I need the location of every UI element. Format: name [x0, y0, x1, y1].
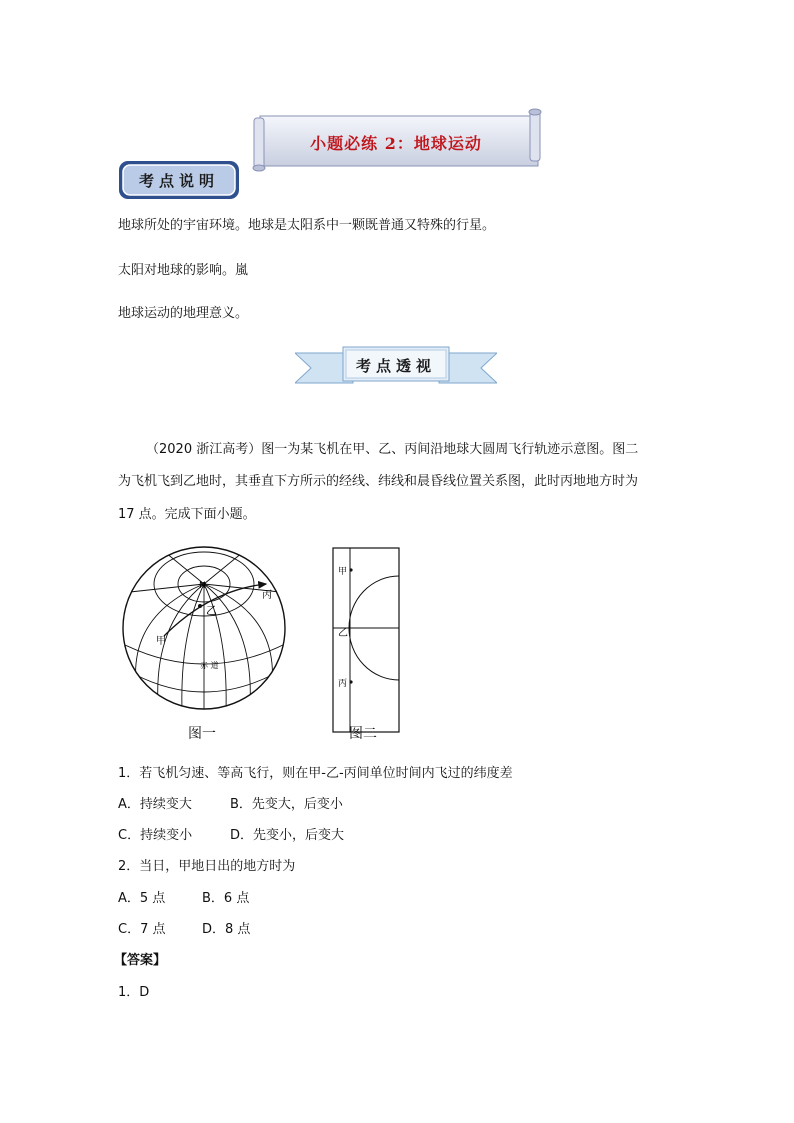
- passage-line-2: 为飞机飞到乙地时，其垂直下方所示的经线、纬线和晨昏线位置关系图，此时丙地地方时为: [118, 474, 639, 489]
- figure-2-diagram: [330, 546, 410, 736]
- label-yi: 乙: [206, 604, 217, 617]
- badge-kaodian-toushi: [295, 345, 497, 387]
- intro-line-2-text: 太阳对地球的影响。: [118, 263, 236, 278]
- fig2-label-jia: 甲: [338, 567, 348, 577]
- passage-line-1: （2020 浙江高考）图一为某飞机在甲、乙、丙间沿地球大圆周飞行轨迹示意图。图二: [146, 442, 639, 457]
- question-2-stem: 2．当日，甲地日出的地方时为: [118, 859, 296, 874]
- ribbon-label: 考点透视: [355, 357, 436, 375]
- fig2-label-bing: 丙: [338, 679, 348, 689]
- figure-1-caption: 图一: [188, 726, 216, 742]
- answer-1: 1．D: [118, 985, 150, 1000]
- figure-1-globe: [120, 544, 288, 712]
- intro-line-1: 地球所处的宇宙环境。地球是太阳系中一颗既普通又特殊的行星。: [118, 218, 496, 233]
- intro-line-3: 地球运动的地理意义。: [118, 306, 249, 321]
- fig2-label-yi: 乙: [338, 628, 348, 639]
- figure-2-caption: 图二: [349, 726, 377, 742]
- label-equator: 赤 道: [200, 661, 219, 670]
- label-n: N: [199, 581, 206, 591]
- intro-line-2: [118, 256, 248, 285]
- question-1-option-d: D．先变小，后变大: [230, 828, 345, 843]
- page-title: 小题必练 2：地球运动: [310, 134, 482, 153]
- badge-kaodian-shuoming: [118, 160, 240, 200]
- question-2-option-d: D．8 点: [202, 922, 251, 937]
- question-2-option-b: B．6 点: [202, 891, 250, 906]
- label-jia: 甲: [156, 636, 166, 647]
- badge-label: 考点说明: [138, 172, 219, 190]
- label-bing: 丙: [262, 590, 272, 601]
- question-2-option-a: A．5 点: [118, 891, 166, 906]
- stray-char: 嵐: [235, 263, 249, 278]
- question-1-stem: 1．若飞机匀速、等高飞行，则在甲-乙-丙间单位时间内飞过的纬度差: [118, 766, 513, 781]
- question-1-option-c: C．持续变小: [118, 828, 193, 843]
- question-1-option-a: A．持续变大: [118, 797, 192, 812]
- passage-line-3: 17 点。完成下面小题。: [118, 507, 256, 522]
- question-1-option-b: B．先变大，后变小: [230, 797, 343, 812]
- title-banner: [250, 108, 542, 172]
- answer-heading: 【答案】: [114, 953, 167, 968]
- question-2-option-c: C．7 点: [118, 922, 166, 937]
